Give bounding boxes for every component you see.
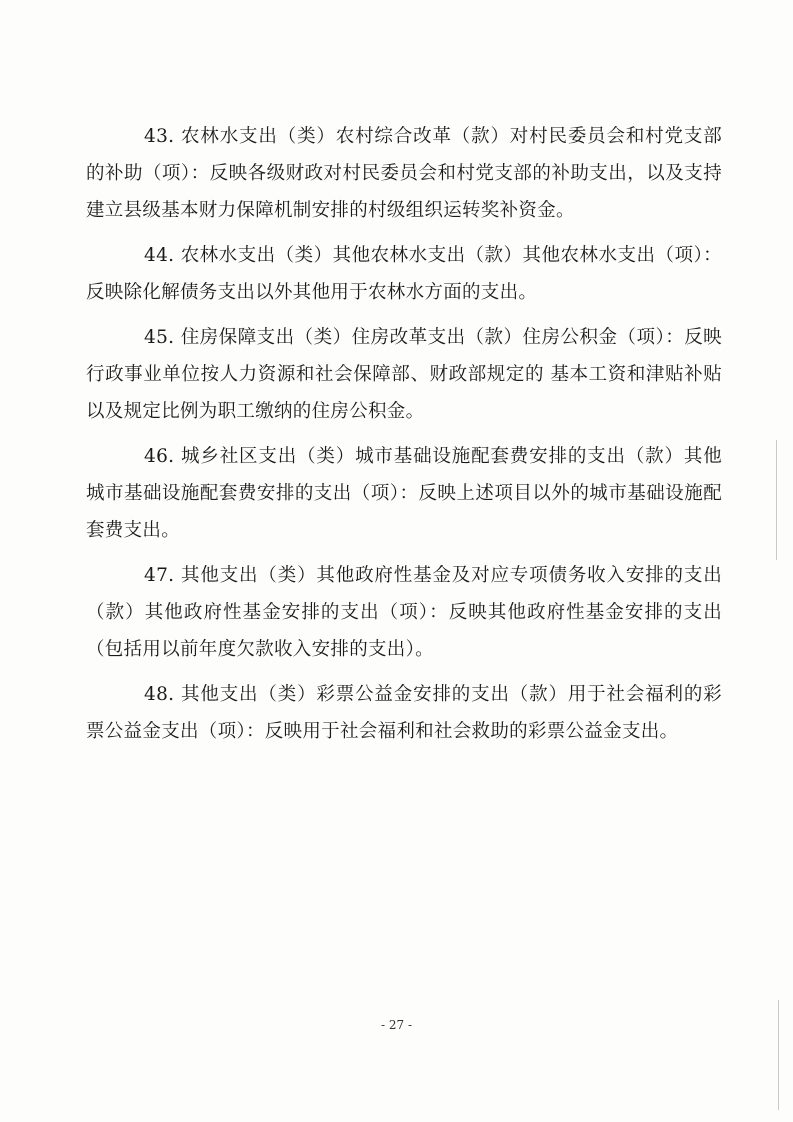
- paragraph-43: 43. 农林水支出（类）农村综合改革（款）对村民委员会和村党支部的补助（项）：反映各级财政对村民委员会和村党支部的补助支出，以及支持建立县级基本财力保障机制安排的村级组织运转奖补资金。: [86, 126, 722, 221]
- paragraph-44: 44. 农林水支出（类）其他农林水支出（款）其他农林水支出（项）：反映除化解债务支出以外其他用于农林水方面的支出。: [86, 245, 722, 303]
- document-body: [86, 118, 722, 758]
- paragraph-45: 45. 住房保障支出（类）住房改革支出（款）住房公积金（项）：反映行政事业单位按人力资源和社会保障部、财政部规定的 基本工资和津贴补贴以及规定比例为职工缴纳的住房公积金。: [86, 327, 722, 422]
- scan-edge-line: [776, 440, 777, 560]
- paragraph-46: 46. 城乡社区支出（类）城市基础设施配套费安排的支出（款）其他城市基础设施配套费安排的支出（项）：反映上述项目以外的城市基础设施配套费支出。: [86, 446, 722, 541]
- scan-edge-line: [778, 1000, 779, 1110]
- paragraph-47: 47. 其他支出（类）其他政府性基金及对应专项债务收入安排的支出（款）其他政府性基金安排的支出（项）：反映其他政府性基金安排的支出（包括用以前年度欠款收入安排的支出）。: [86, 565, 722, 660]
- page-number: - 27 -: [380, 1018, 412, 1032]
- paragraph-48: 48. 其他支出（类）彩票公益金安排的支出（款）用于社会福利的彩票公益金支出（项）：反映用于社会福利和社会救助的彩票公益金支出。: [86, 684, 722, 742]
